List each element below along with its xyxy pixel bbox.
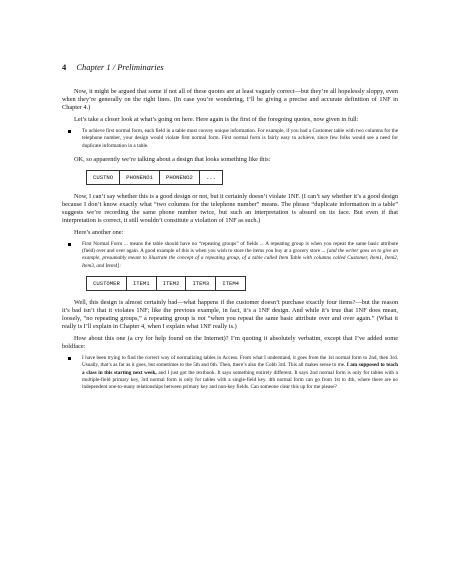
quote-boldface: I am supposed to teach a class in this starting next week, (82, 362, 399, 376)
running-header (62, 62, 164, 72)
column-heading: ITEM4 (216, 277, 246, 291)
quote-editorial-note: [and the writer goes on to give an example, presumably meant to illustrate the concept of a repeating group, of a table called Item Table with columns called Customer, Item1, Item2, Item3, and Item4] (82, 248, 398, 269)
paragraph: Let’s take a closer look at what’s going on here. Here again is the first of the foregoing quotes, now given in full: (74, 116, 359, 123)
customer-phone-table (86, 170, 223, 185)
column-heading: CUSTNO (87, 170, 120, 184)
column-heading: CUSTOMER (87, 277, 127, 291)
paragraph (62, 299, 398, 331)
bullet-icon (68, 130, 71, 133)
paragraph: Now, it might be argued that some if not all of these quotes are at least vaguely correct—but they’re all hopelessly sloppy, even when they’re generally on the right lines. (In case you’re wondering, I’ll be giving a precise and accurate definition of 1NF in Chapter 4.) (62, 88, 398, 111)
bullet-icon (68, 357, 71, 360)
column-heading: ITEM1 (126, 277, 156, 291)
block-quote (62, 241, 398, 270)
paragraph: How about this one (a cry for help found on the Internet)? I’m quoting it absolutely verbatim, except that I’ve added some boldface: (62, 335, 398, 351)
paragraph: OK, so apparently we’re talking about a design that looks something like this: (74, 155, 271, 163)
quote-text: and I just got the textbook. It says something entirely different. It says 2nd normal form is only for tables with a multiple-field primary key, 3rd normal form is only for tables with a single-field key. 4th normal form can go from 1st to 4th, where there are no independent one-to-many relationships between primary key and non-key fields. Can someone clear this up for me please? (82, 369, 398, 391)
paragraph: Now, I can’t say whether this is a good design or not, but it certainly doesn’t violate 1NF. (I can’t say whether it’s a good design because I don’t know exactly what “two columns for the telephone number” means. The phrase “duplicate information in a table” suggests we’re recording the same phone number twice, but such an interpretation is absurd on its face. But even if that interpretation is correct, it still wouldn’t constitute a violation of 1NF as such.) (62, 192, 398, 224)
column-heading: ITEM3 (186, 277, 216, 291)
column-heading: ITEM2 (156, 277, 186, 291)
body-text (62, 88, 398, 398)
column-heading: ... (199, 170, 222, 184)
quote-text: First Normal Form ... means the table should have no “repeating groups” of fields ... A repeating group is when you repeat the same basic attribute (field) over and over again. A good example of this is when you wish to store the items you buy at a grocery store ... (82, 240, 398, 255)
customer-items-table (86, 276, 246, 291)
bullet-icon (68, 243, 71, 246)
column-heading: PHONENO1 (120, 170, 160, 184)
paragraph-text: “when you repeat the same basic attribute over and over again.” (What it really is I’ll explain in Chapter 4, when I explain what 1NF really is.) (62, 315, 399, 331)
quote-text: I have been trying to find the correct way of normalizing tables in Access. From what I understand, it goes from the 1st normal form to 2nd, then 3rd. Usually, that’s as far as it goes, but sometimes to the 5th and 6th. Then, there’s also the Cobb 3rd. This all makes sense to me. (82, 355, 398, 369)
emphasis: not (197, 315, 206, 323)
block-quote (62, 128, 398, 150)
paragraph-text: Well, this design is almost certainly bad—what happens if the customer doesn’t purchase exactly four items?—but the reason it’s bad isn’t that it violates 1NF; like the previous example, in fact, it’s a 1NF design. And while it’s true that 1NF does mean, loosely, “no repeating groups,” a repeating group is (62, 299, 398, 323)
column-heading: PHONENO2 (160, 170, 200, 184)
quote-text: : (119, 262, 121, 269)
page-number: 4 (62, 62, 67, 72)
paragraph: Here’s another one: (74, 228, 124, 236)
chapter-title: Chapter 1 / Preliminaries (76, 62, 164, 72)
block-quote (62, 355, 398, 391)
quote-text: To achieve first normal form, each field in a table must convey unique information. For example, if you had a Customer table with two columns for the telephone number, your design would violate first normal form. First normal form is fairly easy to achieve, since few folks would see a need for duplicate information in a table. (82, 128, 398, 149)
